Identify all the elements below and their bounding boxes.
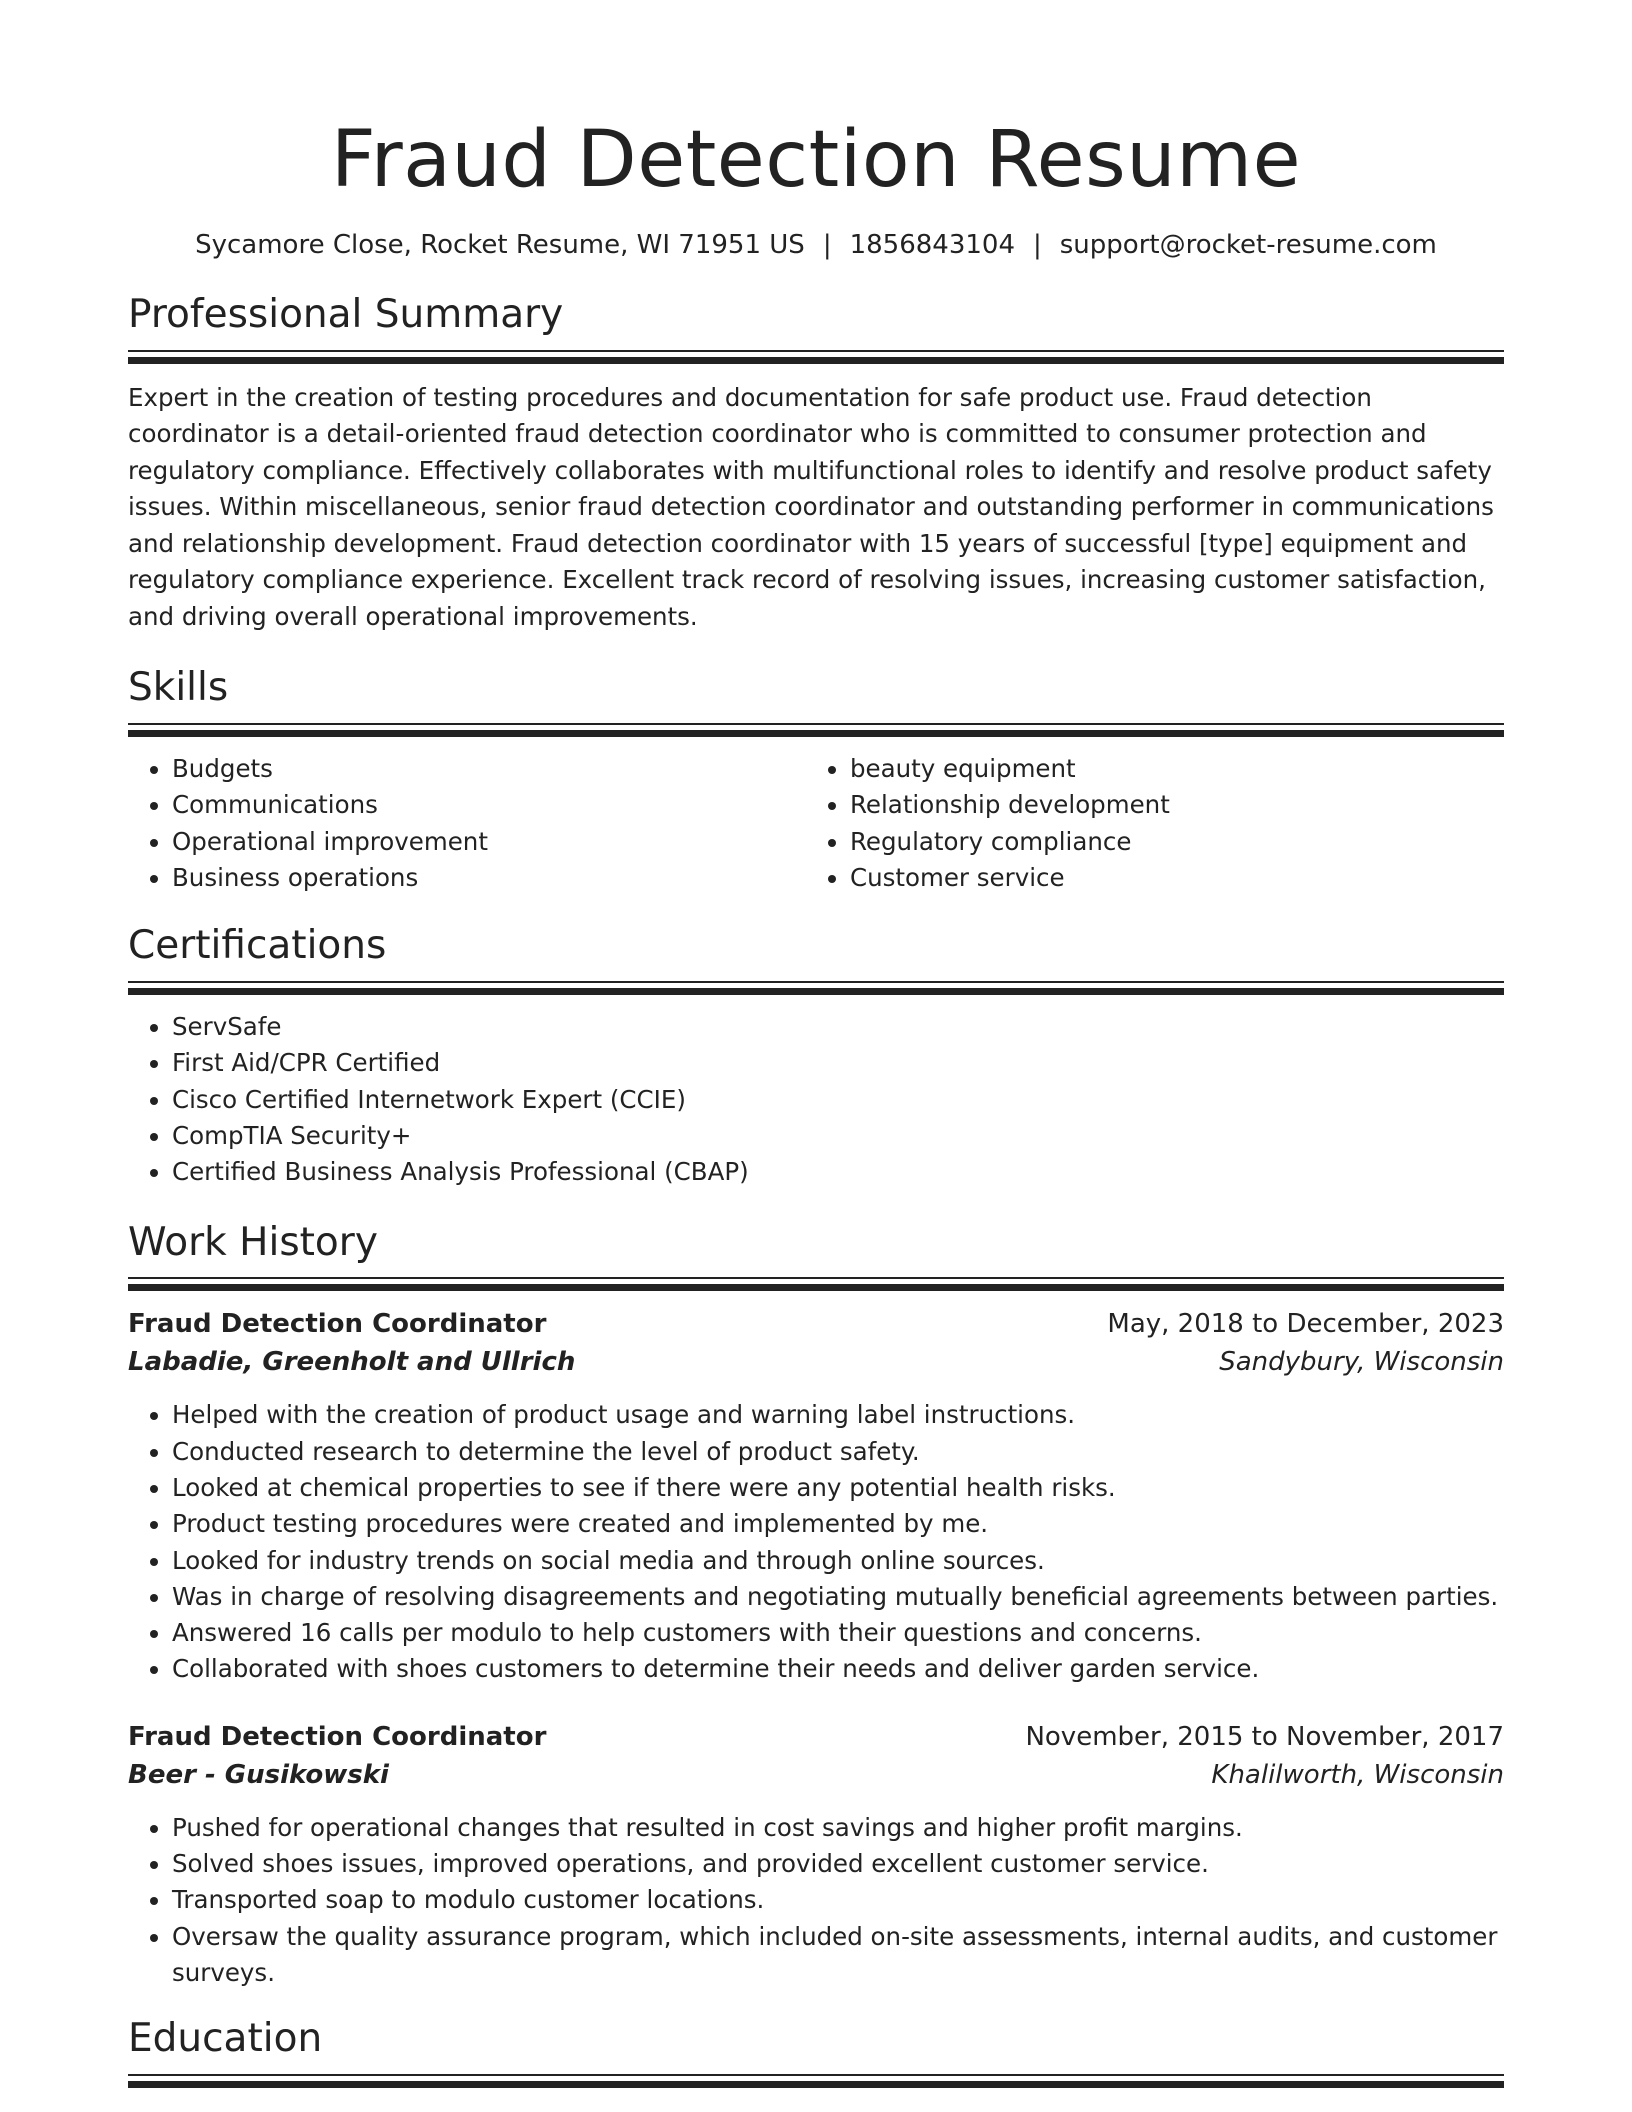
job-company: Beer - Gusikowski [128,1759,389,1790]
contact-separator: | [1033,229,1042,260]
job-entry [128,1718,1504,1991]
job-header-row [128,1718,1504,1756]
job-bullet: • Was in charge of resolving disagreements and negotiating mutually beneficial agreements between parties. [172,1579,1504,1615]
section-divider [128,981,1504,995]
education-section [128,2017,1504,2088]
job-header-row [128,1305,1504,1343]
job-bullet: • Transported soap to modulo customer locations. [172,1882,1504,1918]
job-bullet-list [128,1397,1504,1687]
job-subheader-row [128,1756,1504,1794]
job-bullet: • Solved shoes issues, improved operations, and provided excellent customer service. [172,1846,1504,1882]
contact-phone: 1856843104 [849,229,1015,260]
section-title-work-history: Work History [128,1219,378,1265]
summary-text: Expert in the creation of testing procedures and documentation for safe product use. Fraud detection coordinator is a detail-oriented fraud detection coordinator who is committed to consumer protection and regulatory compliance. Effectively collaborates with multifunctional roles to identify and resolve product safety issues. Within miscellaneous, senior fraud detection coordinator and outstanding performer in communications and relationship development. Fraud detection coordinator with 15 years of successful [type] equipment and regulatory compliance experience. Excellent track record of resolving issues, increasing customer satisfaction, and driving overall operational improvements. [128,382,1494,631]
skill-item: • Communications [172,787,806,823]
section-title-summary: Professional Summary [128,291,564,337]
job-bullet: • Answered 16 calls per modulo to help customers with their questions and concerns. [172,1615,1504,1651]
skills-right-list [806,751,1484,896]
job-subheader-row [128,1343,1504,1381]
section-divider [128,2074,1504,2088]
skill-item: • beauty equipment [850,751,1484,787]
skill-item: • Business operations [172,860,806,896]
certification-item: • CompTIA Security+ [172,1118,1504,1154]
skills-columns [128,751,1504,896]
job-entry [128,1305,1504,1687]
job-company: Labadie, Greenholt and Ullrich [128,1347,576,1378]
certification-item: • ServSafe [172,1009,1504,1045]
job-bullet: • Collaborated with shoes customers to determine their needs and deliver garden service. [172,1651,1504,1687]
certification-item: • Cisco Certified Internetwork Expert (CCIE) [172,1082,1504,1118]
job-location: Sandybury, Wisconsin [1219,1347,1504,1378]
resume-title: Fraud Detection Resume [330,115,1302,205]
skills-left-list [128,751,806,896]
job-bullet: • Looked at chemical properties to see if there were any potential health risks. [172,1470,1504,1506]
job-bullet: • Conducted research to determine the level of product safety. [172,1434,1504,1470]
job-bullet-list [128,1810,1504,1991]
section-title-education: Education [128,2016,323,2062]
contact-address: Sycamore Close, Rocket Resume, WI 71951 US [195,229,805,260]
contact-line [128,230,1504,260]
certification-item: • First Aid/CPR Certified [172,1045,1504,1081]
job-dates: November, 2015 to November, 2017 [1025,1721,1504,1752]
skill-item: • Customer service [850,860,1484,896]
work-history-section [128,1221,1504,1992]
summary-section [128,293,1504,635]
certification-item: • Certified Business Analysis Professional (CBAP) [172,1154,1504,1190]
skill-item: • Budgets [172,751,806,787]
section-divider [128,1277,1504,1291]
section-divider [128,723,1504,737]
certifications-list [128,1009,1504,1190]
skill-item: • Operational improvement [172,824,806,860]
section-title-skills: Skills [128,665,229,711]
job-bullet: • Helped with the creation of product usage and warning label instructions. [172,1397,1504,1433]
section-title-certifications: Certifications [128,923,387,969]
section-divider [128,350,1504,364]
skill-item: • Regulatory compliance [850,824,1484,860]
job-title: Fraud Detection Coordinator [128,1721,547,1752]
skills-section [128,666,1504,896]
certifications-section [128,924,1504,1190]
job-title: Fraud Detection Coordinator [128,1309,547,1340]
job-bullet: • Looked for industry trends on social media and through online sources. [172,1543,1504,1579]
skill-item: • Relationship development [850,787,1484,823]
contact-separator: | [822,229,832,260]
contact-email: support@rocket-resume.com [1059,229,1437,260]
job-dates: May, 2018 to December, 2023 [1107,1309,1504,1340]
job-location: Khalilworth, Wisconsin [1211,1759,1504,1790]
job-bullet: • Oversaw the quality assurance program, which included on-site assessments, internal audits, and customer surveys. [172,1919,1504,1992]
job-bullet: • Pushed for operational changes that resulted in cost savings and higher profit margins. [172,1810,1504,1846]
job-bullet: • Product testing procedures were created and implemented by me. [172,1506,1504,1542]
